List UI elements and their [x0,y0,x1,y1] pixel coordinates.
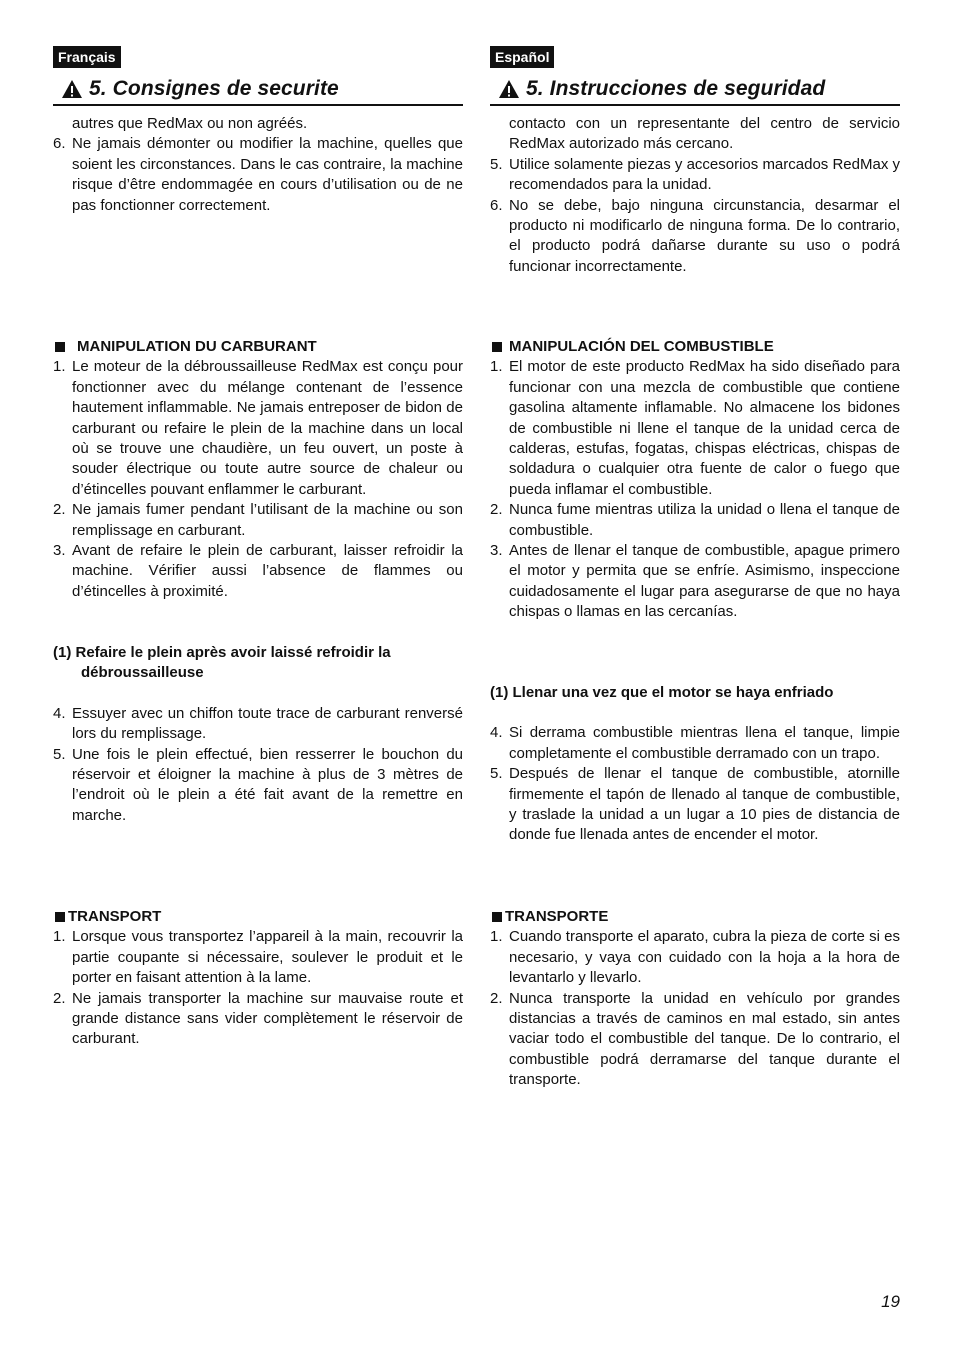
subheading-line: (1) Llenar una vez que el motor se haya enfriado [490,684,834,701]
fuel-heading [490,337,900,357]
list-item [490,357,900,500]
section-title: 5. Consignes de securite [89,77,339,100]
item-text: Le moteur de la débroussailleuse RedMax est conçu pour fonctionner avec du mélange contenant de l’essence hautement inflammable. Ne jamais entreposer de bidon de carburant ou refaire le plein de la machine dans un local où se trouve une chaudière, un feu ouvert, un poste à souder électrique ou toute autre source de chaleur ou d’étincelles pouvant enflammer le carburant. [72,358,463,498]
item-number: 2. [53,501,66,519]
item-text: Une fois le plein effectué, bien resserrer le bouchon du réservoir et éloigner la machine à plus de 3 mètres de l’endroit où le plein a été fait avant de la remettre en marche. [72,745,463,824]
subheading-line: (1) Refaire le plein après avoir laissé refroidir la [53,644,391,661]
list-item [490,764,900,846]
item-number: 5. [53,745,66,763]
page-number: 19 [881,1292,900,1311]
intro-block [490,114,900,277]
warning-icon [61,79,83,99]
item-number: 6. [53,135,66,153]
list-item [490,196,900,278]
transport-heading [490,907,900,927]
item-number: 5. [490,765,503,783]
item-text: Ne jamais fumer pendant l’utilisant de la machine ou son remplissage en carburant. [72,501,463,539]
language-tab-spanish: Español [490,46,554,68]
fuel-block [53,337,463,602]
item-number: 2. [490,501,503,519]
transport-block [490,907,900,1091]
item-number: 3. [490,542,503,560]
transport-heading-text: TRANSPORT [68,908,162,925]
item-text: Nunca transporte la unidad en vehículo por grandes distancias a través de caminos en mal estado, sin antes vaciar todo el combustible del tanque. De lo contrario, el combustible podrá derramarse del tanque durante el transporte. [509,989,900,1089]
language-tab-french: Français [53,46,121,68]
list-item [53,357,463,500]
list-item [490,541,900,623]
item-text: Lorsque vous transportez l’appareil à la main, recouvrir la partie coupante si nécessaire, soulever le produit et le porter en faisant attention à la lame. [72,928,463,987]
list-item [53,745,463,827]
column-spanish [490,46,900,1089]
transport-block [53,907,463,1050]
list-item [490,500,900,541]
item-text: Si derrama combustible mientras llena el tanque, limpie completamente el combustible derramado con un trapo. [509,724,900,762]
square-bullet-icon [55,912,65,922]
item-number: 1. [490,358,503,376]
item-text: Avant de refaire le plein de carburant, laisser refroidir la machine. Vérifier aussi l’absence de flammes ou d’étincelles à proximité. [72,542,463,600]
item-text: Essuyer avec un chiffon toute trace de carburant renversé lors du remplissage. [72,704,463,743]
item-number: 1. [490,928,503,946]
list-item [53,704,463,745]
item-number: 4. [490,724,503,742]
list-item [53,927,463,988]
section-title: 5. Instrucciones de seguridad [526,77,826,100]
item-number: 4. [53,704,66,722]
list-item [490,155,900,196]
item-text: Ne jamais démonter ou modifier la machine, quelles que soient les circonstances. Dans le cas contraire, la machine risque d’être endommagée en cours d’utilisation ou de ne pas fonctionner correctement. [72,135,463,214]
item-text: Ne jamais transporter la machine sur mauvaise route et grande distance sans vider complètement le réservoir de carburant. [72,989,463,1048]
square-bullet-icon [492,342,502,352]
list-item [490,989,900,1091]
item-number: 1. [53,928,66,946]
warning-icon [498,79,520,99]
fuel-heading [53,337,463,357]
list-item [53,989,463,1050]
transport-heading-text: TRANSPORTE [505,908,609,925]
fuel-block [490,337,900,623]
item-text: Utilice solamente piezas y accesorios marcados RedMax y recomendados para la unidad. [509,155,900,194]
fuel-heading-text: MANIPULATION DU CARBURANT [77,338,317,355]
refuel-block [53,643,463,826]
item-number: 3. [53,542,66,560]
item-text: No se debe, bajo ninguna circunstancia, desarmar el producto ni modificarlo de ninguna forma. De lo contrario, el producto podrá dañarse durante su uso o podrá funcionar incorrectamente. [509,196,900,275]
intro-block [53,114,463,216]
item-number: 2. [53,989,66,1007]
item-text: Después de llenar el tanque de combustible, atornille firmemente el tapón de llenado al tanque de combustible, y traslade la unidad a un lugar a 10 pies de distancia de donde fue llenada antes de encender el motor. [509,765,900,844]
list-item [490,723,900,764]
continued-text: contacto con un representante del centro de servicio RedMax autorizado más cercano. [509,115,900,153]
square-bullet-icon [55,342,65,352]
item-number: 2. [490,989,503,1007]
continued-text: autres que RedMax ou non agréés. [72,115,308,132]
list-item [53,134,463,216]
refuel-subheading [53,643,463,684]
item-number: 1. [53,358,66,376]
subheading-line: débroussailleuse [81,664,204,682]
section-header-spanish [490,76,900,106]
square-bullet-icon [492,912,502,922]
list-item [490,927,900,988]
list-item [53,500,463,541]
item-text: Antes de llenar el tanque de combustible, apague primero el motor y permita que se enfríe. Asimismo, inspeccione cuidadosamente el lugar para asegurarse de que no haya chispas o llamas en las cercanías. [509,542,900,621]
column-french [53,46,463,1048]
section-header-french [53,76,463,106]
item-text: Nunca fume mientras utiliza la unidad o llena el tanque de combustible. [509,501,900,539]
item-number: 6. [490,196,503,214]
list-item [53,541,463,602]
fuel-heading-text: MANIPULACIÓN DEL COMBUSTIBLE [509,338,774,355]
transport-heading [53,907,463,927]
item-text: Cuando transporte el aparato, cubra la pieza de corte si es necesario, y vaya con cuidado con la hoja a la hora de levantarlo y llevarlo. [509,928,900,987]
item-text: El motor de este producto RedMax ha sido diseñado para funcionar con una mezcla de combustible que contiene gasolina altamente inflamable. No almacene los bidones de combustible ni llene el tanque de la unidad cerca de calderas, estufas, fogatas, chispas eléctricas, chispas de soldadura o cualquier otra fuente de calor o fuego que pueda inflamar el combustible. [509,358,900,498]
refuel-subheading [490,683,900,703]
item-number: 5. [490,155,503,173]
refuel-block [490,683,900,846]
